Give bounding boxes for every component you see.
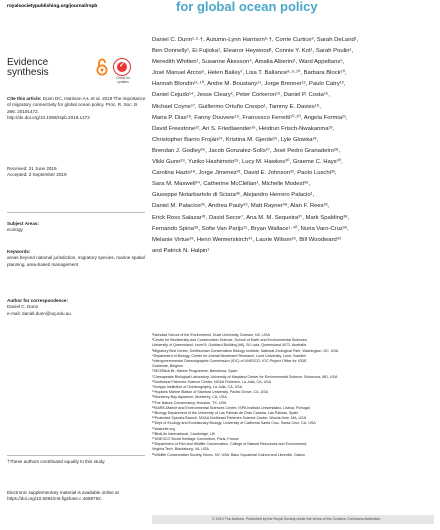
author-line: Fernando Spina³⁹, Sofie Van Parijs¹⁵, Bryan Wallace¹·⁴⁰, Nuria Varo-Cruz³⁶, [152, 225, 349, 232]
affiliation-line: ¹⁶Dept of Ecology and Evolutionary Biology, University of California Santa Cruz, Santa Cruz, CA, USA [152, 421, 316, 426]
article-type-line1: Evidence [7, 57, 49, 68]
author-line: Michael Coyne¹⁷, Guillermo Ortuño Crespo¹, Tammy E. Davies¹⁸, [152, 103, 321, 110]
affiliation-line: ¹⁵Protected Species Branch, NOAA Northeast Fisheries Science Center, Woods Hole, MA, USA [152, 416, 307, 421]
affiliation-line: ¹²The Nature Conservancy, Houston, TX, USA [152, 400, 227, 405]
author-line: Christopher Barrio Froján²⁴, Kristina M. Gjerde²⁵, Lyle Glowka²³, [152, 136, 319, 143]
author-line: Daniel Cejudo¹⁴, Jesse Cleary¹, Peter Corkeron¹⁵, Daniel P. Costa¹⁶, [152, 92, 330, 99]
affiliation-line: ¹⁹UNESCO World Heritage Convention, Paris, France [152, 437, 239, 442]
author-line: Erick Ross Salazar³¹, David Secor⁷, Ana M. M. Sequeira³⁷, Mark Spalding³⁸, [152, 214, 350, 221]
correspondence-block [7, 298, 147, 317]
dates-block [7, 166, 147, 179]
affiliation-line: Oostende, Belgium [152, 364, 183, 369]
affiliation-line: ⁷Chesapeake Biological Laboratory, University of Maryland Center for Environmental Science, Solomons, MD, USA [152, 374, 338, 379]
affiliation-line: ¹⁰Hopkins Marine Station of Stanford University, Pacific Grove, CA, USA [152, 390, 269, 395]
copyright-footer [152, 515, 434, 524]
author-line: Vikki Gunn²⁹, Yuriko Hashimoto²⁹, Lucy M. Hawkes³⁰, Graeme C. Hays³⁰, [152, 159, 343, 166]
esm-text: Electronic supplementary material is available online at https://doi.org/10.6084/m9.figshare.c.4658792. [7, 490, 119, 502]
author-line: Melanie Virtue²³, Henri Weimerskirch⁴¹, Laurie Wilson²⁹, Bill Woodward⁴² [152, 236, 342, 243]
affiliation-line: ²¹Wildlife Conservation Society, Bronx, NY, USA; Bata, Equatorial Guinea and Libreville, Gabon [152, 452, 306, 457]
keywords-value: areas beyond national jurisdiction, migratory species, marine spatial planning, area-based management [7, 255, 145, 267]
affiliation-line: ⁵Intergovernmental Oceanographic Commission (IOC) of UNESCO, IOC Project Office for IODE, [152, 359, 308, 364]
author-line: Hannah Blondin¹¹·¹⁰, Andre M. Boustany¹¹, Jorge Brenner¹², Paulo Catry¹³, [152, 81, 346, 88]
esm-note [7, 490, 147, 503]
accepted-date: Accepted: 3 September 2019 [7, 172, 67, 178]
keywords [7, 249, 147, 268]
article-type-logo [7, 58, 49, 78]
correspondence-name: Daniel C. Dunn [7, 304, 39, 310]
equal-contribution-note [7, 459, 147, 465]
article-title: for global ocean policy [176, 0, 318, 14]
affiliation-line: ⁴Department of Biology, Center for Animal Movement Research, Lund University, Lund, Sweden [152, 353, 307, 358]
affiliation-line: ¹Nicholas School of the Environment, Duke University, Durham, NC, USA [152, 333, 270, 337]
affiliation-line: ¹³MARE-Marine and Environmental Sciences Centre, ISPA Instituto Universitário, Lisboa, Portugal [152, 405, 310, 410]
affiliation-line: ²⁰Department of Fish and Wildlife Conservation, College of Natural Resources and Environment, [152, 442, 308, 447]
citation-doi[interactable]: http://dx.doi.org/10.1098/rspb.2019.1472 [7, 115, 90, 121]
correspondence-heading: Author for correspondence: [7, 298, 68, 303]
divider [7, 455, 145, 456]
checkmark-icon: ✓ [119, 62, 125, 69]
check-for-updates-button[interactable] [113, 58, 131, 76]
author-line: Daniel M. Palacios³⁵, Andrea Pauly²³, Matt Rayner³⁸, Alan F. Rees²⁶, [152, 203, 330, 210]
open-access-icon [96, 58, 108, 76]
author-line: Brendan J. Godley²⁶, Jacob Gonzalez-Solís²⁷, José Pedro Granadeiro²⁸, [152, 147, 341, 154]
subject-areas-value: ecology [7, 227, 23, 233]
author-list [152, 35, 434, 257]
author-line: David Freestone²², Ari S. Friedlaender¹⁶, Heidrun Frisch-Nwakanma²³, [152, 125, 335, 132]
copyright-text: © 2019 The Authors. Published by the Royal Society under the terms of the Creative Commons Attribution [212, 517, 381, 521]
affiliation-line: ¹⁷seaturtle.org [152, 426, 175, 431]
author-line: Maria P. Dias¹⁸, Fanny Douvere¹⁹, Francesco Ferretti¹⁰·²⁰, Angela Formia²¹, [152, 114, 348, 121]
article-title-banner [164, 0, 440, 20]
keywords-heading: Keywords: [7, 249, 31, 254]
affiliation-line: ¹⁴Biology Department of the University of Las Palmas de Gran Canaria, Las Palmas, Spain [152, 411, 299, 416]
citation-label: Cite this article: [7, 96, 42, 101]
author-line: Sara M. Maxwell³⁴, Catherine McClellan¹, Michelle Modest³⁶, [152, 181, 311, 188]
author-line: Giuseppe Notarbartolo di Sciara³⁶, Alejandro Herrero Palacio¹, [152, 192, 315, 199]
check-label-line1: Check for [116, 76, 130, 80]
affiliation-line: ¹⁸BirdLife International, Cambridge, UK [152, 431, 216, 436]
check-label-line2: updates [117, 79, 129, 84]
affiliation-line: University of Queensland, Level 5, Goddard Building (#8), St Lucia, Queensland 4072, Australia [152, 343, 307, 348]
dagger-symbol: † [7, 459, 10, 464]
citation-block [7, 96, 147, 122]
affiliation-line: ⁶SEO/BirdLife, Marine Programme, Barcelona, Spain [152, 369, 238, 374]
affiliation-line: ⁹Scripps Institution of Oceanography, La Jolla, CA, USA [152, 385, 243, 390]
affiliation-list [152, 333, 434, 458]
affiliation-line: ²Centre for Biodiversity and Conservation Science, School of Earth and Environmental Sciences, [152, 338, 308, 343]
check-for-updates-label [111, 77, 135, 84]
author-line: Carolina Hazin¹⁸, Jorge Jimenez³¹, David E. Johnson³², Paolo Luschi³³, [152, 170, 337, 177]
author-line: Daniel C. Dunn¹·²·†, Autumn-Lynn Harrison³·†, Corrie Curtice³, Sarah DeLand¹, [152, 37, 359, 43]
subject-areas-heading: Subject Areas: [7, 221, 39, 226]
equal-contribution-text: These authors contributed equally to this study. [9, 459, 106, 464]
subject-areas [7, 221, 147, 234]
divider [7, 212, 145, 213]
author-line: José Manuel Arcos⁶, Helen Bailey⁷, Lisa T. Ballance⁸·⁹·¹⁰, Barbara Block¹⁰, [152, 70, 347, 77]
journal-url[interactable]: royalsocietypublishing.org/journal/rspb [7, 4, 98, 9]
affiliation-line: Virginia Tech, Blacksburg, VA, USA [152, 447, 209, 452]
affiliation-line: ³Migratory Bird Center, Smithsonian Conservation Biology Institute, National Zoological Park, Washington, DC, USA [152, 348, 339, 353]
correspondence-email[interactable]: e-mail: daniel.dunn@uq.edu.au [7, 310, 71, 316]
article-type-line2: synthesis [7, 67, 49, 78]
affiliation-line: ⁸Southwest Fisheries Science Center, NOAA Fisheries, La Jolla, CA, USA [152, 379, 272, 384]
author-line: and Patrick N. Halpin¹ [152, 247, 210, 254]
author-line: Ben Donnelly¹, Ei Fujioka¹, Eleanor Heywood¹, Connie Y. Kot¹, Sarah Poulin¹, [152, 48, 354, 55]
affiliation-line: ¹¹Monterey Bay Aquarium, Monterey, CA, USA [152, 395, 227, 400]
received-date: Received: 21 June 2019 [7, 166, 57, 171]
citation-text: Dunn DC, Harrison A-L et al. 2019 The importance of migratory connectivity for global ocean policy. Proc. R. Soc. B 286: 20191472. [7, 96, 146, 114]
author-line: Meredith Whitten¹, Susanne Åkesson⁴, Amalia Alberini¹, Ward Appeltans⁵, [152, 59, 345, 66]
